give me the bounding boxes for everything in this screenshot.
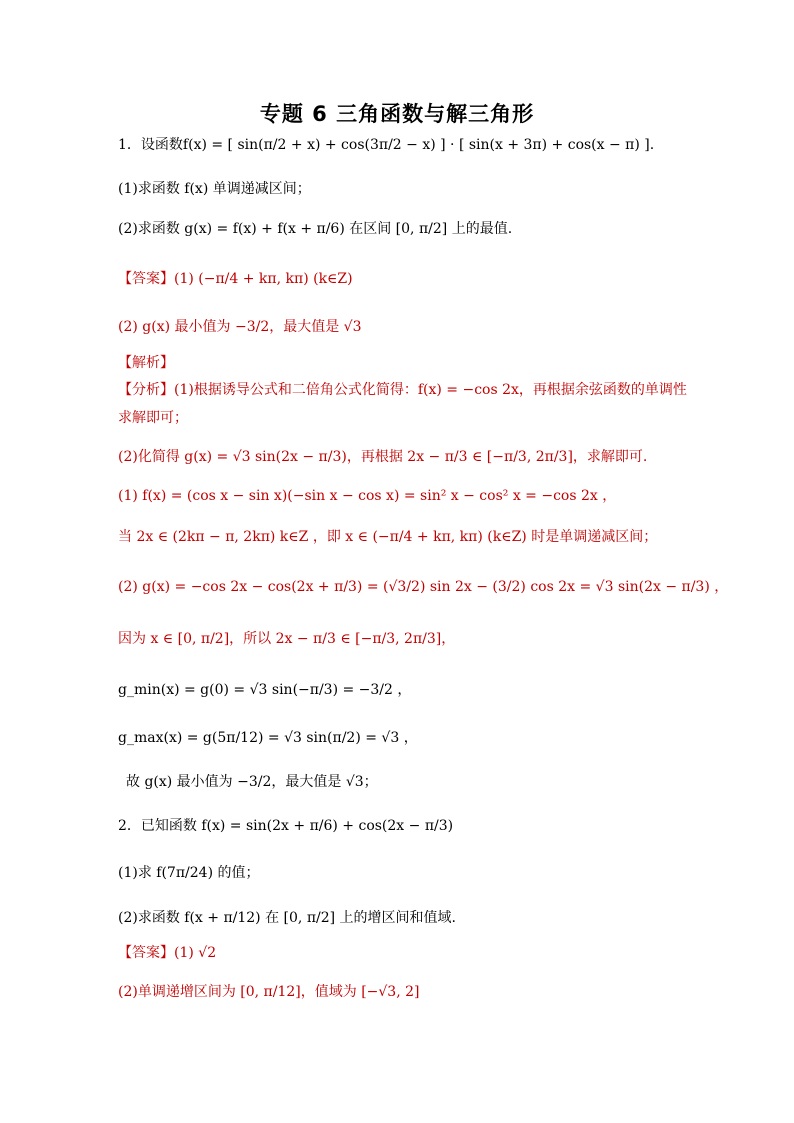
q1-stem-prefix: 1．设函数 <box>118 137 183 153</box>
q1-solution2b: 因为 x ∈ [0, π/2]，所以 2x − π/3 ∈ [−π/3, 2π/3]， <box>118 631 456 647</box>
q1-solution2: (2) g(x) = −cos 2x − cos(2x + π/3) = (√3/2) sin 2x − (3/2) cos 2x = √3 sin(2x − π/3) ， <box>118 579 729 595</box>
q1-answer1: (1) (−π/4 + kπ, kπ) (k∈Z) <box>174 271 353 287</box>
q1-solution2c: g_min(x) = g(0) = √3 sin(−π/3) = −3/2 ， <box>118 682 412 698</box>
answer-tag: 【答案】 <box>118 945 174 961</box>
q2-part2: (2)求函数 f(x + π/12) 在 [0, π/2] 上的增区间和值域. <box>118 910 457 926</box>
q1-stem <box>118 138 654 152</box>
q1-solution2d: g_max(x) = g(5π/12) = √3 sin(π/2) = √3 ， <box>118 730 418 746</box>
q2-part1: (1)求 f(7π/24) 的值； <box>118 865 260 881</box>
q1-hint1: (1)根据诱导公式和二倍角公式化简得：f(x) = −cos 2x，再根据余弦函数的单调性 <box>174 382 687 398</box>
q2-stem: 2．已知函数 f(x) = sin(2x + π/6) + cos(2x − π/3) <box>118 818 454 834</box>
answer-tag: 【答案】 <box>118 271 174 287</box>
hint-tag: 【分析】 <box>118 382 174 398</box>
q1-answer2: (2) g(x) 最小值为 −3/2，最大值是 √3 <box>118 319 362 335</box>
q1-solution2e: 故 g(x) 最小值为 −3/2，最大值是 √3； <box>126 774 378 790</box>
analysis-tag: 【解析】 <box>118 355 174 371</box>
q2-answer1: (1) √2 <box>174 945 217 961</box>
q1-answer1-line <box>118 272 353 286</box>
q1-solution1: (1) f(x) = (cos x − sin x)(−sin x − cos x) = sin² x − cos² x = −cos 2x ， <box>118 488 617 504</box>
q1-hint1-cont: 求解即可； <box>118 410 188 426</box>
q1-part2: (2)求函数 g(x) = f(x) + f(x + π/6) 在区间 [0, π/2] 上的最值. <box>118 221 513 237</box>
q1-solution1b: 当 2x ∈ (2kπ − π, 2kπ) k∈Z ，即 x ∈ (−π/4 + kπ, kπ) (k∈Z) 时是单调递减区间； <box>118 529 658 545</box>
q2-answer2: (2)单调递增区间为 [0, π/12]，值域为 [−√3, 2] <box>118 984 420 1000</box>
q1-part1: (1)求函数 f(x) 单调递减区间； <box>118 181 311 197</box>
q1-stem-formula: f(x) = [ sin(π/2 + x) + cos(3π/2 − x) ] · [ sin(x + 3π) + cos(x − π) ]. <box>182 137 655 153</box>
q1-hint1-line <box>118 383 687 397</box>
q1-hint2: (2)化简得 g(x) = √3 sin(2x − π/3)，再根据 2x − π/3 ∈ [−π/3, 2π/3]，求解即可. <box>118 449 648 465</box>
page-title: 专题 6 三角函数与解三角形 <box>259 102 535 126</box>
q2-answer1-line <box>118 946 216 960</box>
